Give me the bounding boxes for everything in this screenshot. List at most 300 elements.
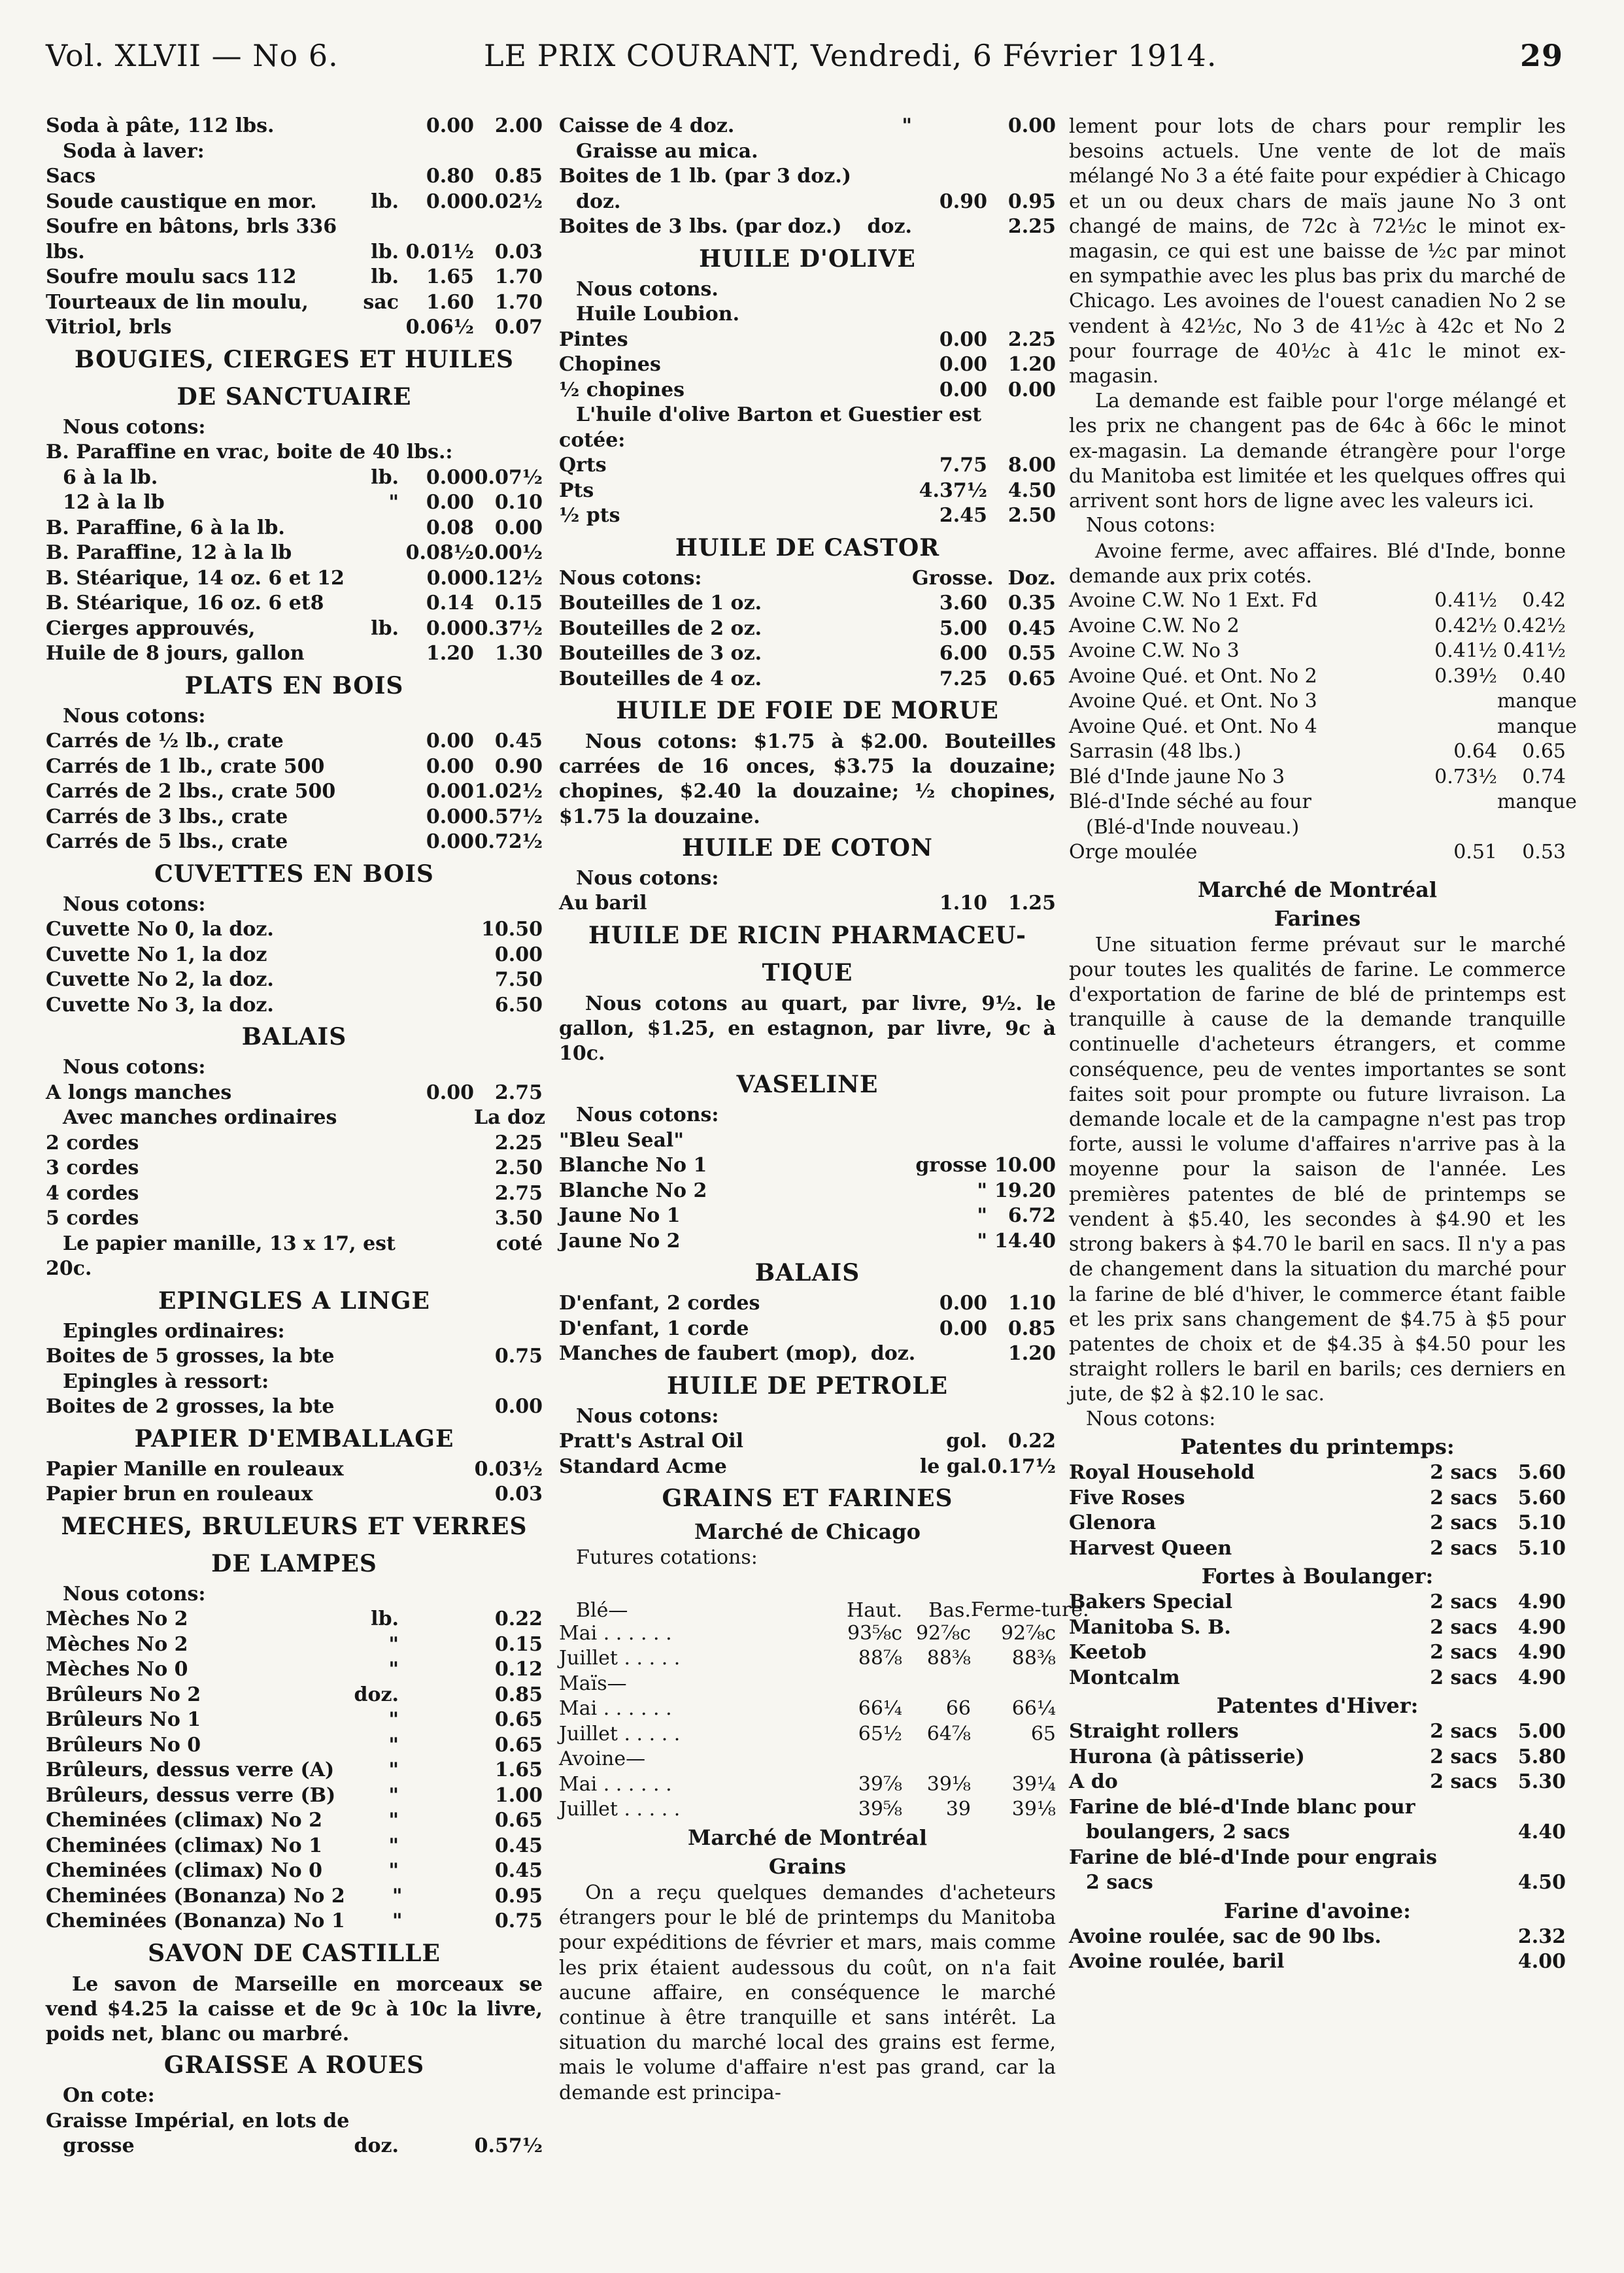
price-high: 0.85 [1007,1317,1056,1340]
section-heading: SAVON DE CASTILLE [148,1939,441,1967]
futures-row [559,1798,1056,1823]
subsection-heading: Marché de Montréal [1197,877,1438,902]
section-heading: EPINGLES A LINGE [158,1287,430,1315]
price-high: 0.53 [1522,841,1566,864]
item-label: Blé d'Inde jaune No 3 [1069,765,1285,788]
futures-low-header: Bas. [928,1598,971,1622]
item-label: Bakers Special [1069,1591,1233,1614]
price-row [559,567,1056,592]
subsection-heading: Farine d'avoine: [1224,1898,1411,1923]
price-high: 0.90 [494,754,543,778]
price-high: 5.60 [1517,1461,1566,1485]
item-unit: doz. [354,1683,399,1706]
item-label: Jaune No 2 [559,1229,681,1253]
futures-high-header: Haut. [847,1598,902,1622]
item-label: A longs manches [46,1081,232,1104]
price-low: 2 sacs [1430,1511,1497,1535]
price-high: 0.65 [1007,667,1056,690]
futures-close: 39⅛ [1011,1798,1056,1821]
price-high: 1.25 [1007,892,1056,915]
price-row [1069,1666,1566,1692]
column-3 [1069,114,1577,2252]
item-label: Brûleurs No 0 [46,1733,201,1757]
price-low: 0.00 [426,780,474,803]
price-high: 0.00 [494,1395,543,1418]
price-high: 2.25 [1007,215,1056,238]
futures-label: Mai . . . . . . [559,1697,672,1721]
futures-row [559,1723,1056,1748]
section-note: Nous cotons: [63,892,206,916]
price-row [559,140,1056,165]
item-label: A do [1069,1770,1118,1794]
price-low: 0.14 [426,592,474,615]
price-high: 5.00 [1517,1720,1566,1743]
price-high: 0.45 [494,1859,543,1882]
price-row [46,642,543,667]
futures-high [824,1747,902,1773]
price-row [46,241,543,266]
price-row [1069,1487,1566,1512]
section-heading: BALAIS [754,1259,860,1287]
item-unit: sac [363,290,399,314]
price-high: 0.65 [1522,740,1566,764]
section-heading: MECHES, BRULEURS ET VERRES [61,1512,528,1540]
item-label: Manches de faubert (mop), [559,1342,858,1366]
price-high: 0.03 [494,1483,543,1506]
price-high: 0.37½ [474,616,543,640]
price-row [559,379,1056,404]
price-row [559,215,1056,241]
item-label: Caisse de 4 doz. [559,114,735,137]
price-row [46,567,543,592]
price-low: le gal. [919,1455,987,1478]
price-low: 1.20 [426,642,474,665]
price-row [1069,1925,1566,1951]
price-row [1069,1461,1566,1487]
price-high: 2.32 [1517,1925,1566,1948]
item-label: Avoine Qué. et Ont. No 4 [1069,715,1317,738]
futures-high: 66¼ [858,1697,902,1721]
journal-title: LE PRIX COURANT, Vendredi, 6 Février 1914. [484,38,1217,73]
section-heading: TIQUE [762,958,853,986]
item-label: Keetob [1069,1641,1147,1664]
item-unit: lb. [371,616,399,640]
item-label: Carrés de 3 lbs., crate [46,805,288,828]
price-high: La doz [474,1106,545,1129]
section-note: Nous cotons: [63,1056,206,1079]
item-label: Cuvette No 1, la doz [46,943,267,966]
price-row [1069,1720,1566,1745]
futures-label: Blé— [576,1598,628,1622]
price-high: 5.30 [1517,1770,1566,1794]
futures-row [559,1773,1056,1798]
price-low: 0.41½ [1434,589,1497,613]
item-label: Tourteaux de lin moulu, [46,290,309,314]
price-high: 0.95 [1007,190,1056,213]
price-high: 0.12½ [474,566,543,590]
subsection-heading: Patentes du printemps: [1180,1434,1455,1460]
item-unit: " [392,1910,403,1932]
price-row [46,265,543,291]
item-label: Boites de 1 lb. (par 3 doz.) [559,165,851,188]
price-low: 0.00 [939,378,987,401]
item-unit: doz. [867,215,912,238]
futures-row [559,1647,1056,1672]
item-unit: doz. [354,2134,399,2158]
price-row [559,403,1056,429]
price-low: 0.00 [426,805,474,828]
price-row [46,1608,543,1633]
price-high: 5.60 [1517,1486,1566,1509]
price-row [46,943,543,969]
price-high: 0.57½ [474,805,543,828]
price-row [559,429,1056,454]
item-label: 4 cordes [46,1181,139,1205]
price-row [559,592,1056,617]
price-low: 1.65 [426,265,474,288]
futures-close: 39¼ [1011,1772,1056,1796]
price-high: 4.90 [1517,1666,1566,1689]
item-label: Blanche No 2 [559,1179,707,1202]
price-row [559,328,1056,354]
price-low: 0.42½ [1434,614,1497,637]
section-note: Futures cotations: [576,1546,758,1570]
price-low: 0.08½ [405,541,474,564]
price-row [46,2110,543,2135]
price-high: 0.42 [1522,589,1566,613]
price-row [46,1885,543,1910]
item-label: Five Roses [1069,1486,1185,1509]
item-label: B. Stéarique, 16 oz. 6 et8 [46,592,324,615]
price-row [559,114,1056,140]
item-label: Sarrasin (48 lbs.) [1069,740,1242,764]
price-row [46,994,543,1019]
section-note: Nous cotons: [1086,1407,1216,1430]
item-label: Blanche No 1 [559,1154,707,1177]
price-row [46,1483,543,1508]
price-high: 0.72½ [474,830,543,853]
price-high: 5.10 [1517,1536,1566,1560]
item-unit: " [902,114,912,137]
section-note: Nous cotons: [576,866,719,890]
item-label: Avoine Qué. et Ont. No 2 [1069,664,1317,688]
price-low: 0.51 [1453,841,1497,864]
price-high: 4.00 [1517,1950,1566,1974]
item-label: Cierges approuvés, [46,616,256,640]
item-label: Papier Manille en rouleaux [46,1457,344,1481]
price-high: Doz. [1007,566,1056,590]
price-high: 0.55 [1007,642,1056,665]
text-paragraph: Une situation ferme prévaut sur le marché pour toutes les qualités de farine. Le commerce d'exportation de farine de blé de printemps est tranquille à cause de la demande tranquille continuelle d'acheteurs étrangers, et comme conséquence, peu de ventes importantes se sont faites soit pour prompte ou future livraison. La demande locale et de la campagne n'est pas trop forte, aussi le volume d'affaires n'arrive pas à la moyenne pour la saison de l'année. Les premières patentes de blé de printemps se vendent à $5.40, les secondes à $4.90 et les strong bakers à $4.70 le baril en sacs. Il n'y a pas de changement dans la situation du marché pour la farine de blé d'hiver, le commerce étant faible et les prix sans changement de $4.75 à $5 pour patentes de choix et de $4.35 à $4.50 pour les straight rollers le baril en barils; ces derniers en jute, de $2 à $2.10 le sac. [1069,933,1566,1406]
price-low: 2 sacs [1430,1615,1497,1639]
price-row [46,1081,543,1107]
price-low: 0.41½ [1434,639,1497,663]
price-row [46,1232,543,1258]
price-row [46,1106,543,1132]
item-label: 5 cordes [46,1207,139,1230]
price-high: 0.02½ [474,190,543,213]
futures-high: 93⅝c [847,1621,902,1645]
price-high: 3.50 [494,1207,543,1230]
item-label: Soude caustique en mor. [46,190,317,213]
item-label: Standard Acme [559,1455,727,1478]
futures-label: Mai . . . . . . [559,1772,672,1796]
price-high: manque [1497,790,1577,814]
price-low: 0.90 [939,190,987,213]
item-label: Bouteilles de 1 oz. [559,592,762,615]
price-low: 2 sacs [1430,1591,1497,1614]
price-low: 7.75 [939,454,987,477]
price-row [559,1204,1056,1230]
price-low: Grosse. [912,566,994,590]
item-unit: lb. [371,240,399,263]
price-row [46,1345,543,1370]
text-paragraph: Le savon de Marseille en morceaux se vend $4.25 la caisse et de 9c à 10c la livre, poids net, blanc ou marbré. [46,1972,543,2046]
price-row [46,730,543,755]
item-label: Cheminées (climax) No 0 [46,1859,322,1882]
price-high: 1.20 [1007,1342,1056,1366]
price-row [1069,1511,1566,1537]
price-high: 0.65 [494,1809,543,1832]
price-row [46,968,543,994]
price-high: 1.02½ [474,780,543,803]
item-label: Boites de 3 lbs. (par doz.) [559,215,842,238]
price-row [46,215,543,241]
price-high: 5.80 [1517,1745,1566,1768]
price-high: 0.12 [494,1658,543,1681]
item-label: Mèches No 0 [46,1658,188,1681]
price-low: 2 sacs [1430,1770,1497,1794]
price-low: 0.64 [1453,740,1497,764]
price-low: 0.00 [426,190,474,213]
item-label: Bouteilles de 2 oz. [559,616,762,640]
price-high: 1.00 [494,1783,543,1807]
item-label: Mèches No 2 [46,1632,188,1656]
price-low: 0.80 [426,165,474,188]
futures-low: 66 [945,1697,971,1721]
item-label: Avoine roulée, sac de 90 lbs. [1069,1925,1381,1948]
item-label: L'huile d'olive Barton et Guestier est [576,403,982,426]
price-high: 2.50 [494,1156,543,1179]
price-row [46,190,543,216]
item-label: B. Paraffine, 6 à la lb. [46,516,285,539]
price-high: 1.10 [1007,1292,1056,1315]
price-high: 2.50 [1007,504,1056,527]
price-low: 7.25 [939,667,987,690]
price-row [559,1292,1056,1317]
price-row [559,504,1056,530]
price-low: 0.00 [426,491,474,514]
price-row [46,441,543,466]
futures-close-header: Ferme-ture. [971,1598,1089,1621]
price-low: 0.00 [426,465,474,489]
price-row [46,1734,543,1759]
section-note: Nous cotons: [63,1582,206,1606]
volume-number: Vol. XLVII — No 6. [46,38,339,73]
price-low: 2 sacs [1430,1720,1497,1743]
price-high: 1.70 [494,290,543,314]
item-label: D'enfant, 2 cordes [559,1292,760,1315]
section-heading: HUILE DE FOIE DE MORUE [616,697,999,724]
item-label: Huile de 8 jours, gallon [46,642,305,665]
futures-close [971,1672,1056,1698]
price-row [46,2134,543,2160]
price-high: 14.40 [994,1229,1056,1253]
price-low: 1.60 [426,290,474,314]
item-label: Avoine roulée, baril [1069,1950,1285,1974]
price-row [1069,1950,1566,1976]
price-low: " [977,1229,987,1253]
price-high: 0.07½ [474,465,543,489]
price-low: 0.39½ [1434,664,1497,688]
price-row [46,316,543,341]
item-unit: " [388,491,399,514]
item-label: Avoine C.W. No 3 [1069,639,1240,663]
section-note: Huile Loubion. [576,303,740,326]
item-label: Boites de 2 grosses, la bte [46,1395,335,1418]
futures-low: 39 [945,1798,971,1821]
item-label: Montcalm [1069,1666,1180,1689]
futures-low: 92⅞c [915,1621,971,1645]
item-label: Bouteilles de 3 oz. [559,642,762,665]
item-label: Avoine Qué. et Ont. No 3 [1069,690,1317,713]
price-row [1069,1821,1566,1846]
price-row [1069,665,1566,690]
item-label: Cuvette No 3, la doz. [46,993,274,1017]
price-high: 0.15 [494,592,543,615]
price-row [1069,1641,1566,1666]
item-unit: " [392,1884,403,1908]
price-low: 0.00 [939,353,987,376]
price-high: 0.45 [494,1834,543,1857]
item-label: Cheminées (climax) No 2 [46,1809,322,1832]
price-high: 2.75 [494,1181,543,1205]
price-row [559,190,1056,216]
price-low: 0.00 [939,1292,987,1315]
price-row [46,1182,543,1207]
section-heading: DE LAMPES [211,1549,377,1577]
subsection-heading: Fortes à Boulanger: [1201,1564,1434,1589]
item-label: Soda à pâte, 112 lbs. [46,114,275,137]
futures-high: 39⅞ [858,1772,902,1796]
item-label: ½ pts [559,504,620,527]
price-high: 0.03 [494,240,543,263]
price-row [1069,639,1566,665]
item-label: cotée: [559,428,626,452]
price-high: 1.65 [494,1759,543,1781]
item-label: Royal Household [1069,1461,1255,1485]
item-label: Nous cotons: [559,566,702,590]
futures-label: Juillet . . . . . [559,1722,681,1745]
price-high: 0.00 [494,943,543,966]
price-row [559,1317,1056,1343]
price-high: 0.75 [494,1345,543,1368]
futures-label: Juillet . . . . . [559,1798,681,1821]
price-row [1069,841,1566,866]
price-row [46,1784,543,1810]
column-2 [559,114,1089,2252]
item-label: Avec manches ordinaires [63,1106,337,1129]
price-row [559,165,1056,190]
item-label: Soufre moulu sacs 112 [46,265,297,288]
price-high: 0.17½ [987,1455,1056,1478]
price-high: coté [496,1232,543,1255]
price-high: 0.03½ [474,1457,543,1481]
futures-row [559,1697,1056,1723]
price-row [559,1342,1056,1368]
price-high: 2.25 [494,1131,543,1154]
price-row [1069,1796,1566,1821]
subsection-heading: Farines [1274,905,1361,931]
price-high: 4.90 [1517,1641,1566,1664]
price-high: 4.50 [1517,1871,1566,1894]
price-row [46,1156,543,1182]
item-label: Pintes [559,328,628,351]
price-row [46,1658,543,1683]
item-unit: doz. [870,1342,916,1366]
section-heading: DE SANCTUAIRE [177,382,412,411]
price-high: 0.65 [494,1708,543,1731]
price-low: gol. [946,1430,987,1453]
section-heading: HUILE DE PETROLE [666,1372,949,1400]
price-row [559,353,1056,379]
price-row [559,1430,1056,1455]
item-label: Straight rollers [1069,1720,1239,1743]
item-label: 6 à la lb. [63,465,158,489]
subsection-heading: Grains [768,1853,847,1879]
price-low: 0.00 [426,730,474,752]
price-row [1069,589,1566,615]
price-row [1069,1846,1566,1872]
price-low: 2.45 [939,504,987,527]
price-high: 4.40 [1517,1821,1566,1844]
item-label: Carrés de 2 lbs., crate 500 [46,780,336,803]
section-heading: HUILE DE COTON [682,833,933,862]
section-note: Nous cotons. [576,277,719,301]
text-paragraph: Nous cotons au quart, par livre, 9½. le gallon, $1.25, en estagnon, par livre, 9c à 10c. [559,992,1056,1066]
item-label: Qrts [559,454,607,477]
price-high: 0.42½ [1503,614,1566,637]
item-unit: " [388,1632,399,1656]
price-low: 1.10 [939,892,987,915]
section-note: Epingles à ressort: [63,1370,269,1393]
item-unit: " [388,1708,399,1731]
price-high: 0.95 [494,1884,543,1908]
item-label: B. Stéarique, 14 oz. 6 et 12 [46,566,345,590]
price-high: 10.50 [481,918,543,941]
price-high: 0.85 [494,1683,543,1706]
item-unit: " [388,1859,399,1882]
item-label: (Blé-d'Inde nouveau.) [1086,815,1300,839]
item-label: grosse [63,2134,135,2158]
price-high: 2.75 [494,1081,543,1104]
price-row [46,165,543,190]
price-row [1069,1591,1566,1616]
price-low: 2 sacs [1430,1745,1497,1768]
price-high: 0.22 [1007,1430,1056,1453]
price-row [46,1859,543,1885]
price-row [46,918,543,943]
section-note: Soda à laver: [63,139,205,163]
futures-low [902,1747,971,1773]
item-unit: " [388,1834,399,1857]
price-row [46,491,543,516]
price-row [46,114,543,140]
price-high: 2.25 [1007,328,1056,351]
page-header [46,38,1569,84]
subsection-heading: Marché de Montréal [687,1825,928,1850]
futures-close [971,1747,1056,1773]
